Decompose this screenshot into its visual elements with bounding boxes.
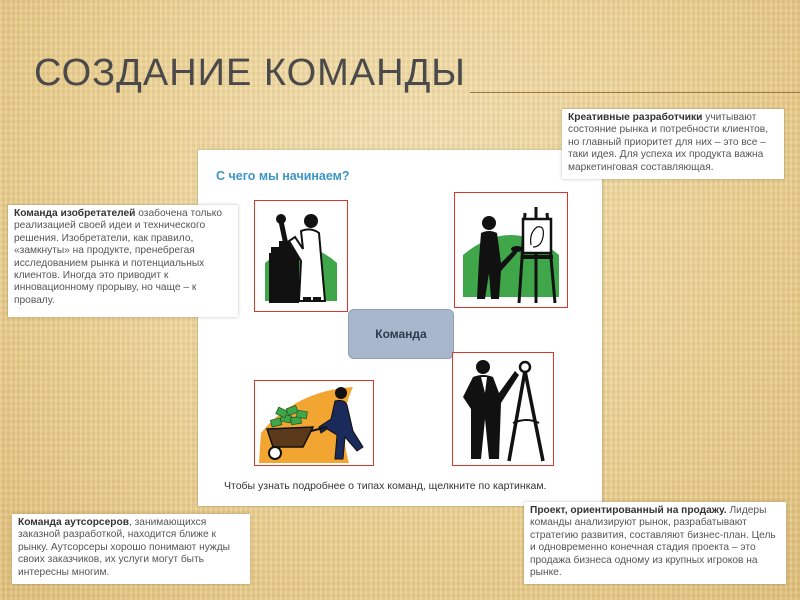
team-diagram-panel	[198, 150, 602, 506]
note-sales-title: Проект, ориентированный на продажу.	[530, 505, 727, 516]
note-creative	[562, 109, 784, 179]
team-center-button[interactable]: Команда	[348, 309, 454, 359]
note-sales	[524, 502, 786, 584]
note-inventors	[8, 205, 238, 317]
note-creative-text: учитывают состояние рынка и потребности клиентов, но главный приоритет для них – это все – таки идея. Для успеха их продукта важна маркетинговая составляющая.	[568, 112, 769, 173]
outsourcers-picture[interactable]	[254, 380, 374, 466]
panel-hint: Чтобы узнать подробнее о типах команд, щелкните по картинкам.	[224, 480, 547, 492]
creative-developers-picture[interactable]	[454, 192, 568, 308]
painter-easel-icon	[455, 193, 567, 307]
wheelbarrow-money-icon	[255, 381, 373, 465]
note-outsourcers-title: Команда аутсорсеров	[18, 517, 129, 528]
note-sales-text: Лидеры команды анализируют рынок, разрабатывают стратегию развития, составляют бизнес-план. Цель и одновременно конечная стадия проекта – это продажа бизнеса одному из крупных игроков на рынке.	[530, 505, 776, 579]
note-creative-title: Креативные разработчики	[568, 112, 703, 123]
inventors-picture[interactable]	[254, 200, 348, 312]
slide-title: СОЗДАНИЕ КОМАНДЫ	[34, 52, 466, 94]
sales-oriented-picture[interactable]	[452, 352, 554, 466]
title-underline	[470, 92, 800, 93]
note-inventors-text: озабочена только реализацией своей идеи и технического решения. Изобретатели, как правило, «замкнуты» на продукте, пренебрегая исследованием рынка и потенциальных клиентов. Иногда это приводит к инновационному прорыву, но чаще – к провалу.	[14, 208, 222, 306]
note-outsourcers-text: , занимающихся заказной разработкой, находится ближе к рынку. Аутсорсеры хорошо понимают нужды своих заказчиков, их услуги могут быть интересны многим.	[18, 517, 231, 578]
businessman-compass-icon	[453, 353, 553, 465]
note-outsourcers	[12, 514, 250, 584]
panel-question: С чего мы начинаем?	[216, 169, 350, 183]
microscope-scientist-icon	[255, 201, 347, 311]
note-inventors-title: Команда изобретателей	[14, 208, 136, 219]
